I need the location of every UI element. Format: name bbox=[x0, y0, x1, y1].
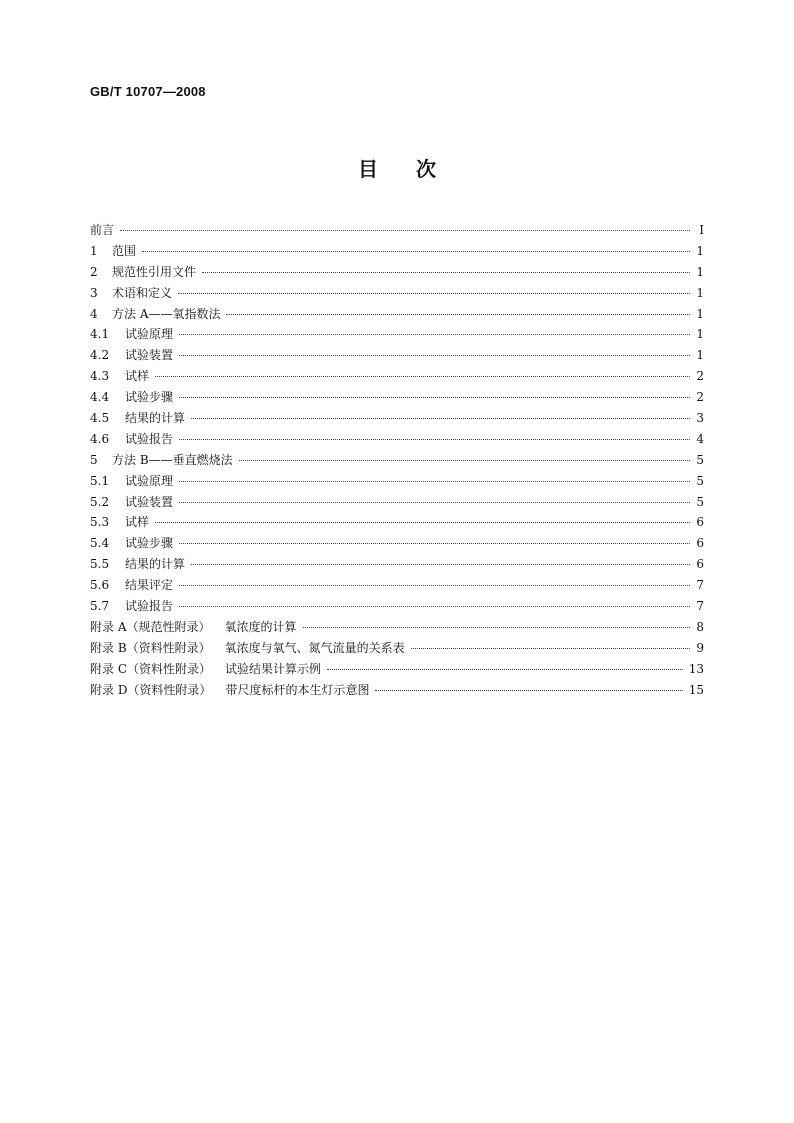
toc-entry-page: 7 bbox=[696, 599, 704, 614]
toc-entry-title: 方法 A——氧指数法 bbox=[112, 306, 221, 321]
toc-entry-title: 前言 bbox=[90, 223, 115, 237]
toc-entry[interactable] bbox=[90, 429, 704, 450]
toc-entry[interactable] bbox=[90, 492, 704, 513]
toc-entry-number: 4.2 bbox=[90, 348, 110, 363]
dot-leader bbox=[179, 481, 690, 482]
toc-entry-title: 方法 B——垂直燃烧法 bbox=[112, 452, 233, 467]
toc-entry[interactable] bbox=[90, 283, 704, 304]
dot-leader bbox=[202, 272, 690, 273]
dot-leader bbox=[191, 418, 690, 419]
toc-entry-number: 3 bbox=[90, 285, 98, 300]
toc-entry-title: 试验原理 bbox=[125, 473, 174, 488]
toc-entry[interactable] bbox=[90, 387, 704, 408]
toc-entry-number: 4 bbox=[90, 306, 98, 321]
toc-entry-title: 试样 bbox=[125, 515, 150, 530]
toc-entry-number: 附录 C（资料性附录） bbox=[90, 661, 211, 676]
dot-leader bbox=[179, 397, 690, 398]
toc-entry-page: 1 bbox=[696, 306, 704, 321]
toc-entry-number: 5.2 bbox=[90, 494, 110, 509]
toc-entry[interactable] bbox=[90, 241, 704, 262]
toc-entry-number: 5.4 bbox=[90, 536, 110, 551]
document-number: GB/T 10707—2008 bbox=[90, 84, 206, 99]
page-title bbox=[0, 153, 794, 182]
toc-entry-number: 5 bbox=[90, 452, 98, 467]
toc-entry-number: 4.5 bbox=[90, 411, 110, 426]
toc-entry-number: 5.6 bbox=[90, 578, 110, 593]
toc-entry[interactable] bbox=[90, 638, 704, 659]
toc-entry-page: 5 bbox=[696, 473, 704, 488]
toc-entry-number: 5.1 bbox=[90, 473, 110, 488]
toc-entry-number: 4.3 bbox=[90, 369, 110, 384]
toc-entry-page: 6 bbox=[696, 515, 704, 530]
toc-entry[interactable] bbox=[90, 262, 704, 283]
toc-entry-title: 结果评定 bbox=[125, 578, 174, 593]
toc-entry-page: 15 bbox=[688, 682, 704, 697]
toc-entry-number: 2 bbox=[90, 264, 98, 279]
dot-leader bbox=[303, 627, 691, 628]
toc-entry-title: 试验原理 bbox=[125, 327, 174, 342]
toc-entry-number: 附录 B（资料性附录） bbox=[90, 640, 211, 655]
toc-entry-title: 氧浓度的计算 bbox=[224, 619, 297, 634]
toc-entry-number: 4.4 bbox=[90, 390, 110, 405]
dot-leader bbox=[179, 502, 690, 503]
dot-leader bbox=[327, 669, 683, 670]
toc-entry-page: 2 bbox=[696, 369, 704, 384]
dot-leader bbox=[178, 293, 690, 294]
dot-leader bbox=[179, 543, 690, 544]
dot-leader bbox=[239, 460, 690, 461]
toc-entry-title: 试样 bbox=[125, 369, 150, 384]
toc-entry-number: 5.3 bbox=[90, 515, 110, 530]
toc-entry-page: 1 bbox=[696, 264, 704, 279]
toc-entry-number: 4.6 bbox=[90, 431, 110, 446]
title-char-right: 次 bbox=[416, 157, 436, 181]
toc-entry-page: 1 bbox=[696, 348, 704, 363]
toc-entry-title: 试验步骤 bbox=[125, 390, 174, 405]
toc-entry-title: 试验步骤 bbox=[125, 536, 174, 551]
toc-entry[interactable] bbox=[90, 324, 704, 345]
toc-entry[interactable] bbox=[90, 408, 704, 429]
toc-entry-page: 4 bbox=[696, 431, 704, 446]
toc-entry-page: 7 bbox=[696, 578, 704, 593]
dot-leader bbox=[142, 251, 690, 252]
toc-entry[interactable] bbox=[90, 680, 704, 701]
toc-entry-title: 试验报告 bbox=[125, 431, 174, 446]
dot-leader bbox=[375, 690, 682, 691]
toc-entry-page: 8 bbox=[696, 619, 704, 634]
toc-entry-title: 试验装置 bbox=[125, 494, 174, 509]
toc-entry-page: I bbox=[699, 223, 704, 237]
toc-entry-title: 术语和定义 bbox=[112, 285, 173, 300]
toc-entry[interactable] bbox=[90, 617, 704, 638]
toc-entry-page: 1 bbox=[696, 243, 704, 258]
title-char-left: 目 bbox=[358, 157, 378, 181]
dot-leader bbox=[155, 376, 690, 377]
dot-leader bbox=[191, 564, 690, 565]
toc-entry[interactable] bbox=[90, 366, 704, 387]
toc-entry-title: 范围 bbox=[112, 243, 137, 258]
toc-entry-page: 1 bbox=[696, 327, 704, 342]
dot-leader bbox=[179, 334, 690, 335]
toc-entry-title: 规范性引用文件 bbox=[112, 264, 197, 279]
toc-entry[interactable] bbox=[90, 471, 704, 492]
toc-entry-page: 2 bbox=[696, 390, 704, 405]
table-of-contents bbox=[90, 220, 704, 700]
toc-entry-number: 4.1 bbox=[90, 327, 110, 342]
toc-entry[interactable] bbox=[90, 554, 704, 575]
toc-entry[interactable] bbox=[90, 512, 704, 533]
toc-entry-number: 5.5 bbox=[90, 557, 110, 572]
toc-entry-page: 6 bbox=[696, 557, 704, 572]
toc-entry[interactable] bbox=[90, 345, 704, 366]
toc-entry-page: 1 bbox=[696, 285, 704, 300]
dot-leader bbox=[226, 314, 690, 315]
toc-entry-title: 带尺度标杆的本生灯示意图 bbox=[225, 682, 370, 697]
toc-entry-title: 试验结果计算示例 bbox=[225, 661, 322, 676]
dot-leader bbox=[179, 585, 690, 586]
dot-leader bbox=[179, 439, 690, 440]
toc-entry[interactable] bbox=[90, 304, 704, 325]
toc-entry-title: 结果的计算 bbox=[125, 557, 186, 572]
toc-entry-page: 5 bbox=[696, 494, 704, 509]
toc-entry[interactable] bbox=[90, 533, 704, 554]
toc-entry[interactable] bbox=[90, 659, 704, 680]
dot-leader bbox=[155, 522, 690, 523]
toc-entry-number: 1 bbox=[90, 243, 98, 258]
toc-entry-page: 3 bbox=[696, 411, 704, 426]
toc-entry-title: 结果的计算 bbox=[125, 411, 186, 426]
toc-entry-number: 5.7 bbox=[90, 599, 110, 614]
dot-leader bbox=[120, 230, 690, 231]
toc-entry-title: 氧浓度与氧气、氮气流量的关系表 bbox=[224, 640, 405, 655]
toc-entry-page: 13 bbox=[688, 661, 704, 676]
toc-entry[interactable] bbox=[90, 596, 704, 617]
toc-entry[interactable] bbox=[90, 450, 704, 471]
toc-entry-page: 6 bbox=[696, 536, 704, 551]
dot-leader bbox=[411, 648, 690, 649]
toc-entry-page: 5 bbox=[696, 452, 704, 467]
toc-entry-number: 附录 A（规范性附录） bbox=[90, 619, 211, 634]
toc-entry[interactable] bbox=[90, 220, 704, 241]
toc-entry-page: 9 bbox=[696, 640, 704, 655]
toc-entry-number: 附录 D（资料性附录） bbox=[90, 682, 212, 697]
dot-leader bbox=[179, 355, 690, 356]
dot-leader bbox=[179, 606, 690, 607]
toc-entry-title: 试验报告 bbox=[125, 599, 174, 614]
toc-entry-title: 试验装置 bbox=[125, 348, 174, 363]
toc-entry[interactable] bbox=[90, 575, 704, 596]
